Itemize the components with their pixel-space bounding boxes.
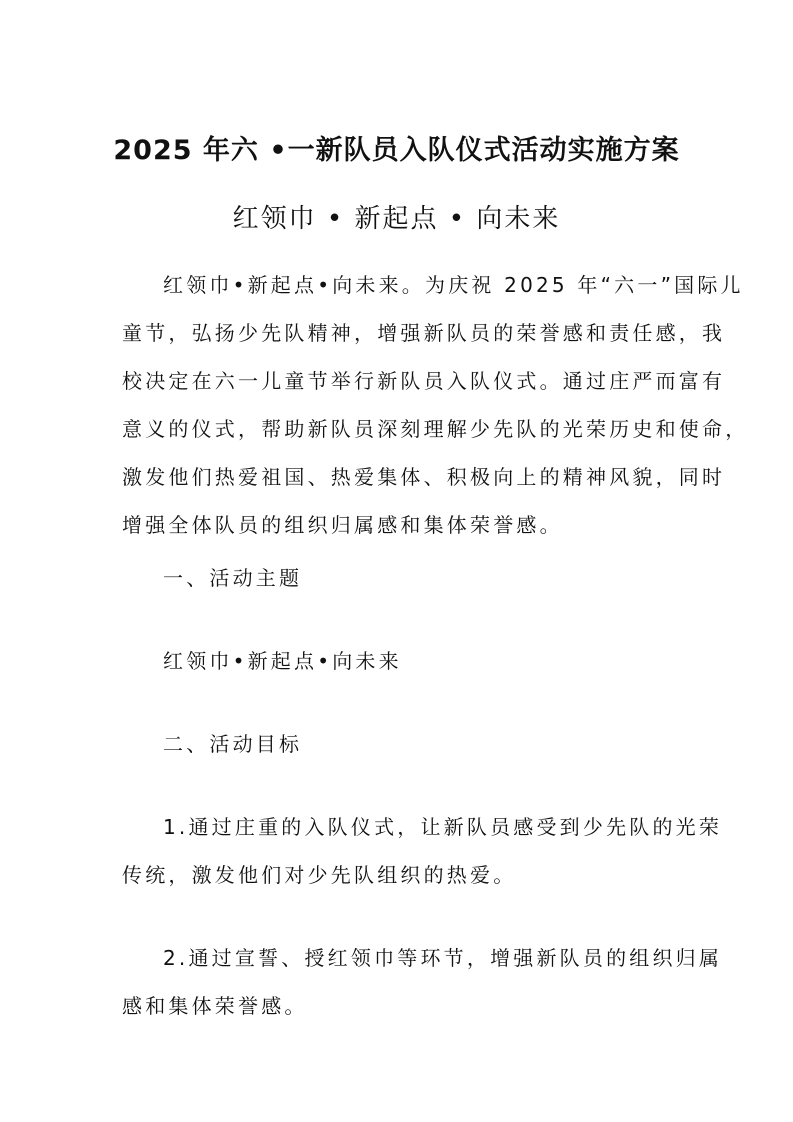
section-heading-goals: 二、活动目标: [163, 732, 303, 756]
intro-line: 意义的仪式，帮助新队员深刻理解少先队的光荣历史和使命，: [122, 417, 749, 441]
document-title: 2025 年六 •一新队员入队仪式活动实施方案: [113, 135, 680, 166]
goal-line: 2.通过宣誓、授红领巾等环节，增强新队员的组织归属: [163, 946, 723, 970]
section-heading-theme: 一、活动主题: [163, 566, 303, 590]
goal-line: 传统，激发他们对少先队组织的热爱。: [122, 863, 517, 887]
goal-line: 感和集体荣誉感。: [122, 994, 308, 1018]
intro-line: 童节，弘扬少先队精神，增强新队员的荣誉感和责任感，我: [122, 321, 726, 345]
goal-line: 1.通过庄重的入队仪式，让新队员感受到少先队的光荣: [163, 815, 723, 839]
intro-line: 校决定在六一儿童节举行新队员入队仪式。通过庄严而富有: [122, 369, 726, 393]
document-subtitle: 红领巾 • 新起点 • 向未来: [232, 204, 561, 234]
intro-line: 红领巾•新起点•向未来。为庆祝 2025 年“六一”国际儿: [163, 273, 744, 297]
intro-line: 增强全体队员的组织归属感和集体荣誉感。: [122, 513, 563, 537]
intro-line: 激发他们热爱祖国、热爱集体、积极向上的精神风貌，同时: [122, 465, 726, 489]
theme-content: 红领巾•新起点•向未来: [163, 649, 402, 673]
